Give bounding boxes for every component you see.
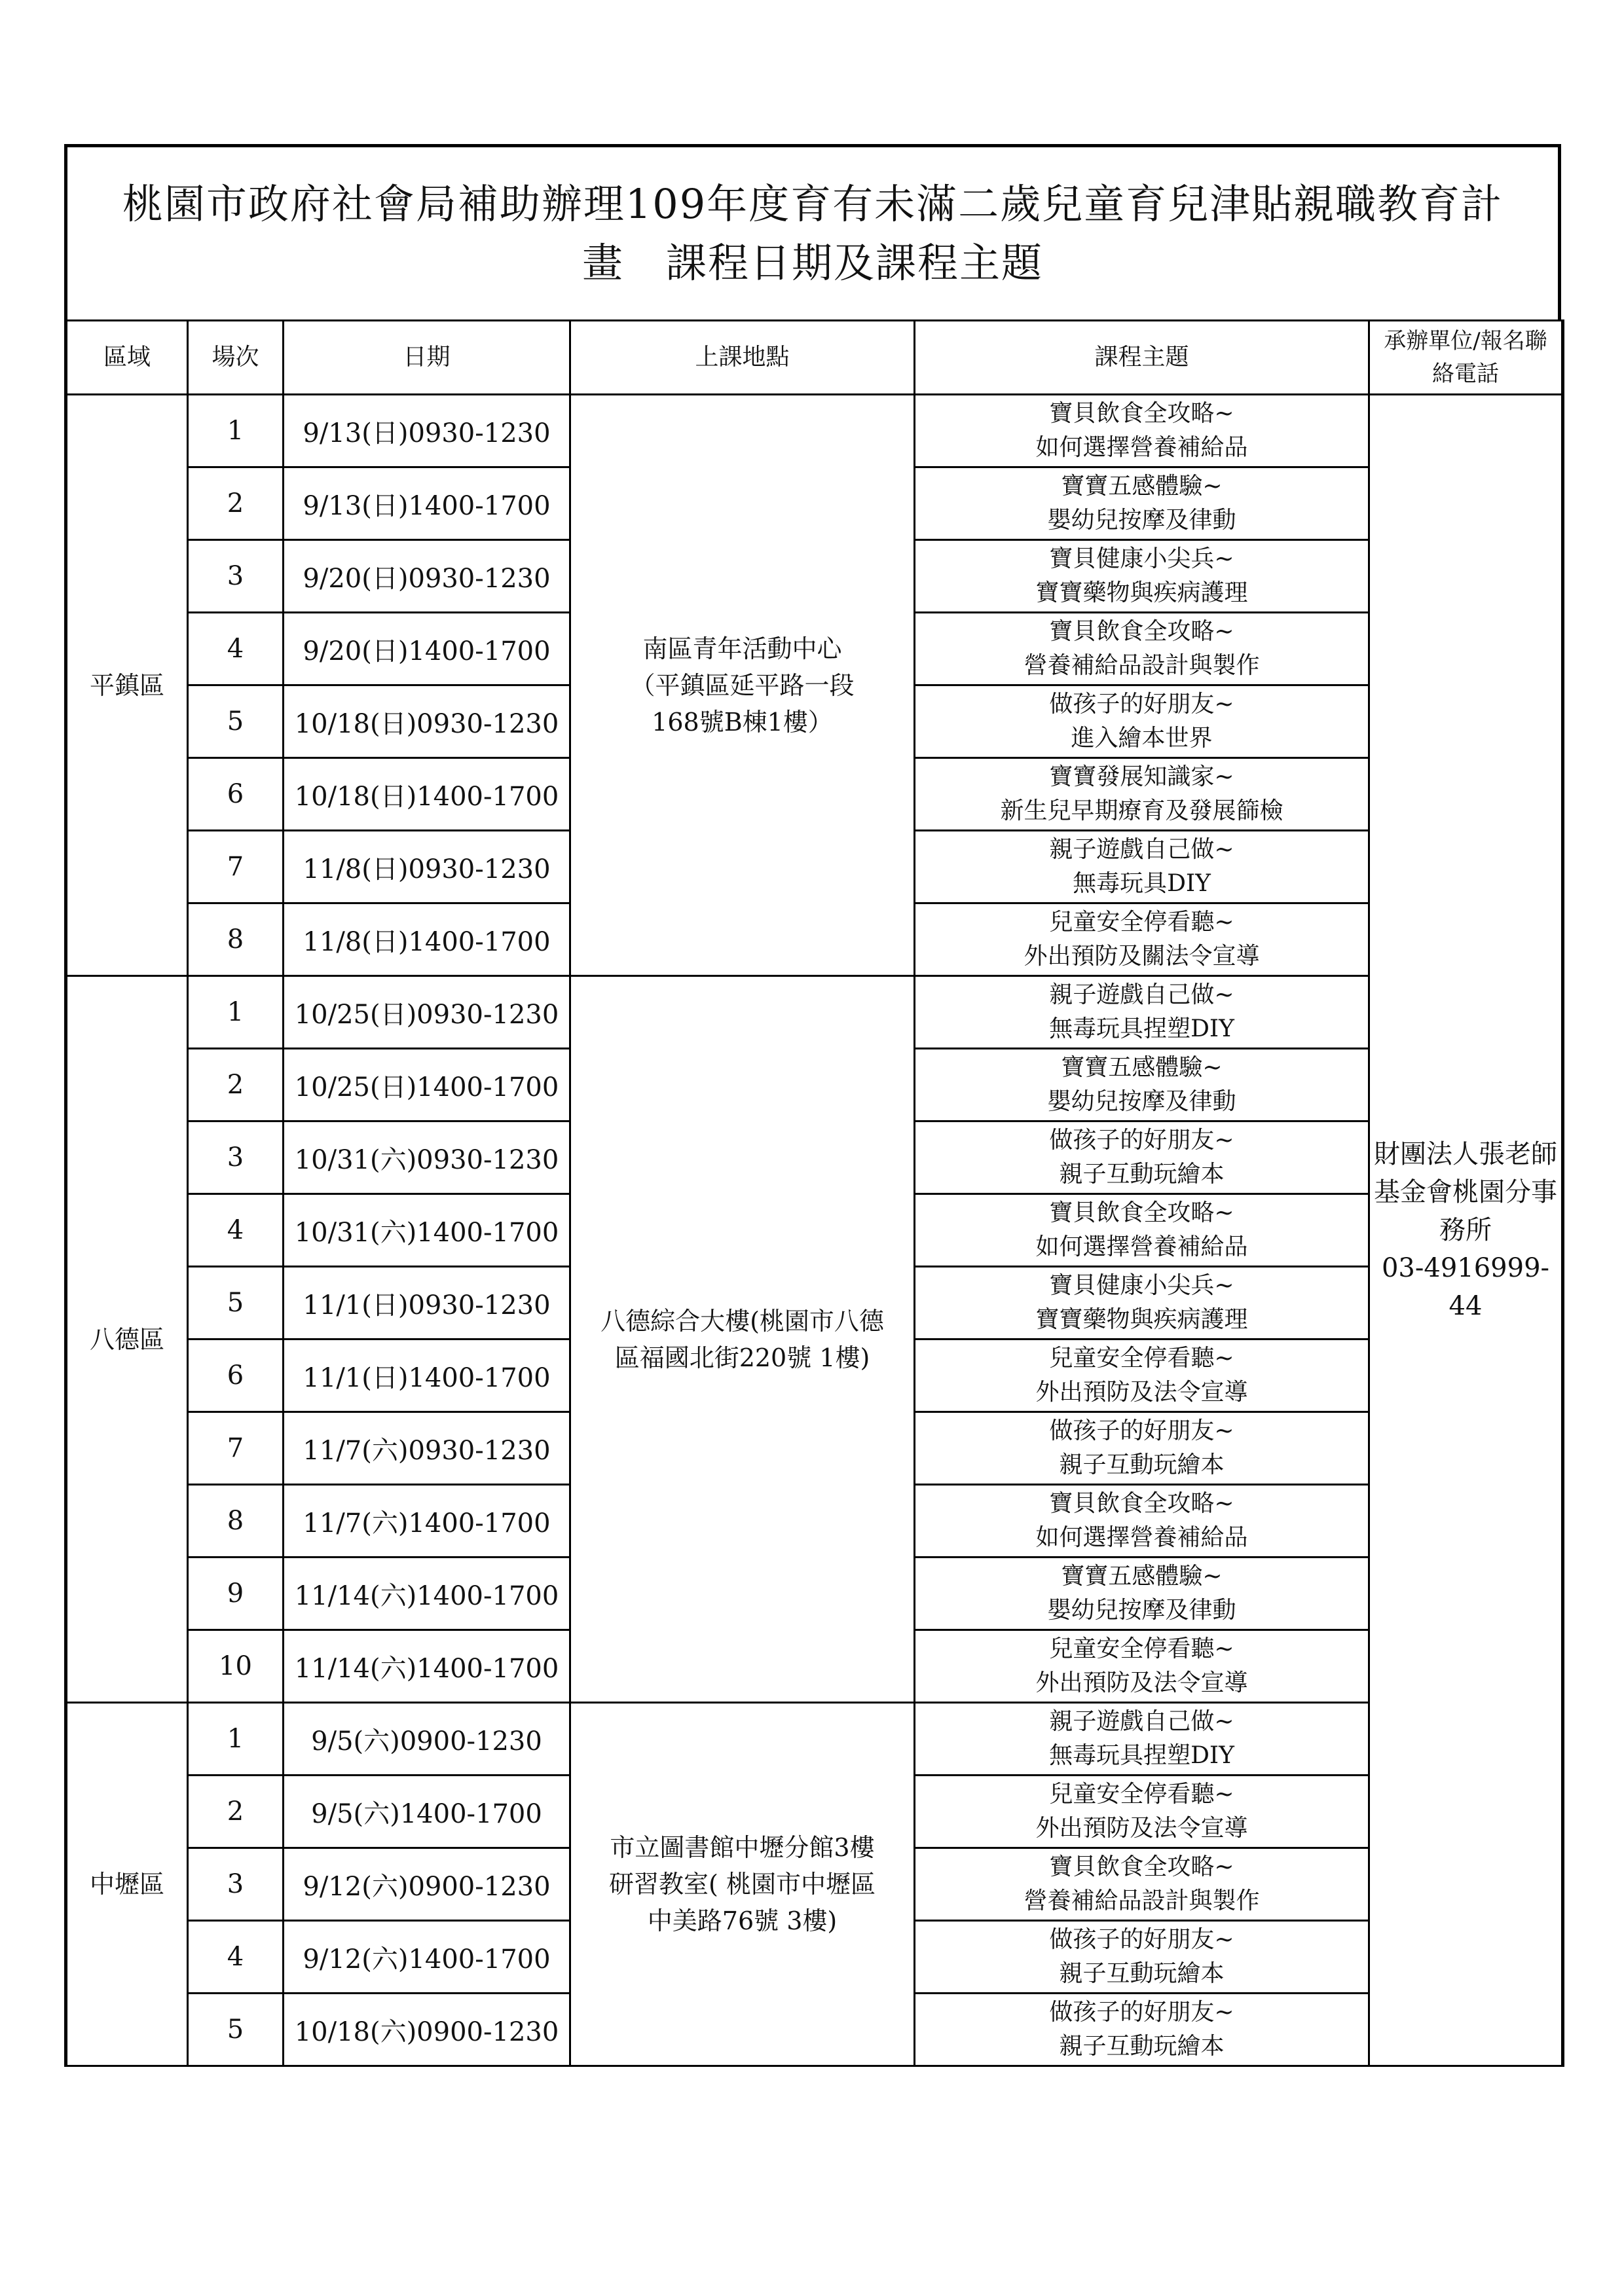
- course-topic: 寶貝飲食全攻略~ 營養補給品設計與製作: [915, 613, 1369, 685]
- session-number: 1: [188, 976, 284, 1049]
- course-topic: 兒童安全停看聽~ 外出預防及法令宣導: [915, 1776, 1369, 1848]
- venue-cell: 南區青年活動中心 （平鎮區延平路一段 168號B棟1樓）: [570, 395, 915, 976]
- course-topic: 寶貝健康小尖兵~ 寶寶藥物與疾病護理: [915, 1267, 1369, 1339]
- header-topic: 課程主題: [915, 321, 1369, 395]
- session-date: 9/13(日)0930-1230: [284, 395, 570, 467]
- course-topic: 做孩子的好朋友~ 親子互動玩繪本: [915, 1121, 1369, 1194]
- session-date: 11/7(六)0930-1230: [284, 1412, 570, 1485]
- table-row: [66, 976, 1563, 1049]
- session-number: 4: [188, 1194, 284, 1267]
- region-cell: 平鎮區: [66, 395, 188, 976]
- session-number: 10: [188, 1630, 284, 1703]
- course-topic: 親子遊戲自己做~ 無毒玩具DIY: [915, 831, 1369, 903]
- session-number: 6: [188, 1339, 284, 1412]
- session-date: 9/5(六)1400-1700: [284, 1776, 570, 1848]
- session-number: 1: [188, 1703, 284, 1776]
- session-number: 3: [188, 540, 284, 613]
- title-line-1: 桃園市政府社會局補助辦理109年度育有未滿二歲兒童育兒津貼親職教育計: [122, 179, 1504, 228]
- session-date: 11/14(六)1400-1700: [284, 1630, 570, 1703]
- course-topic: 做孩子的好朋友~ 親子互動玩繪本: [915, 1921, 1369, 1994]
- session-number: 5: [188, 1994, 284, 2066]
- header-session: 場次: [188, 321, 284, 395]
- session-date: 9/12(六)1400-1700: [284, 1921, 570, 1994]
- session-date: 10/18(日)0930-1230: [284, 685, 570, 758]
- schedule-table: [64, 319, 1564, 2067]
- course-topic: 寶貝飲食全攻略~ 如何選擇營養補給品: [915, 1194, 1369, 1267]
- session-date: 10/31(六)0930-1230: [284, 1121, 570, 1194]
- course-topic: 兒童安全停看聽~ 外出預防及法令宣導: [915, 1630, 1369, 1703]
- session-number: 9: [188, 1558, 284, 1630]
- session-date: 11/1(日)1400-1700: [284, 1339, 570, 1412]
- session-number: 2: [188, 467, 284, 540]
- venue-cell: 八德綜合大樓(桃園市八德 區福國北街220號 1樓): [570, 976, 915, 1703]
- session-date: 10/18(六)0900-1230: [284, 1994, 570, 2066]
- session-date: 11/8(日)1400-1700: [284, 903, 570, 976]
- table-row: [66, 1703, 1563, 1776]
- course-topic: 兒童安全停看聽~ 外出預防及法令宣導: [915, 1339, 1369, 1412]
- course-topic: 做孩子的好朋友~ 親子互動玩繪本: [915, 1994, 1369, 2066]
- course-schedule-document: [64, 144, 1561, 2067]
- course-topic: 做孩子的好朋友~ 親子互動玩繪本: [915, 1412, 1369, 1485]
- session-date: 10/18(日)1400-1700: [284, 758, 570, 831]
- session-number: 5: [188, 685, 284, 758]
- course-topic: 寶寶五感體驗~ 嬰幼兒按摩及律動: [915, 1049, 1369, 1121]
- header-organizer: 承辦單位/報名聯 絡電話: [1369, 321, 1563, 395]
- document-title: [64, 144, 1561, 319]
- session-date: 9/5(六)0900-1230: [284, 1703, 570, 1776]
- session-date: 9/13(日)1400-1700: [284, 467, 570, 540]
- session-number: 7: [188, 831, 284, 903]
- organizer-contact: 財團法人張老師 基金會桃園分事 務所 03-4916999-44: [1369, 395, 1563, 2066]
- session-number: 4: [188, 613, 284, 685]
- session-date: 9/12(六)0900-1230: [284, 1848, 570, 1921]
- session-number: 2: [188, 1776, 284, 1848]
- session-number: 7: [188, 1412, 284, 1485]
- course-topic: 親子遊戲自己做~ 無毒玩具捏塑DIY: [915, 1703, 1369, 1776]
- session-date: 10/25(日)0930-1230: [284, 976, 570, 1049]
- session-number: 1: [188, 395, 284, 467]
- session-date: 10/31(六)1400-1700: [284, 1194, 570, 1267]
- course-topic: 兒童安全停看聽~ 外出預防及關法令宣導: [915, 903, 1369, 976]
- course-topic: 寶寶五感體驗~ 嬰幼兒按摩及律動: [915, 1558, 1369, 1630]
- session-number: 8: [188, 903, 284, 976]
- region-cell: 中壢區: [66, 1703, 188, 2066]
- course-topic: 寶貝飲食全攻略~ 營養補給品設計與製作: [915, 1848, 1369, 1921]
- session-number: 3: [188, 1848, 284, 1921]
- venue-cell: 市立圖書館中壢分館3樓 研習教室( 桃園市中壢區 中美路76號 3樓): [570, 1703, 915, 2066]
- session-date: 11/14(六)1400-1700: [284, 1558, 570, 1630]
- session-number: 8: [188, 1485, 284, 1558]
- session-date: 11/1(日)0930-1230: [284, 1267, 570, 1339]
- session-date: 11/8(日)0930-1230: [284, 831, 570, 903]
- header-row: [66, 321, 1563, 395]
- header-region: 區域: [66, 321, 188, 395]
- course-topic: 寶貝飲食全攻略~ 如何選擇營養補給品: [915, 395, 1369, 467]
- session-date: 10/25(日)1400-1700: [284, 1049, 570, 1121]
- title-line-2: 畫 課程日期及課程主題: [581, 238, 1043, 287]
- course-topic: 寶貝飲食全攻略~ 如何選擇營養補給品: [915, 1485, 1369, 1558]
- session-number: 2: [188, 1049, 284, 1121]
- schedule-body: [66, 395, 1563, 2066]
- region-cell: 八德區: [66, 976, 188, 1703]
- session-date: 9/20(日)1400-1700: [284, 613, 570, 685]
- header-venue: 上課地點: [570, 321, 915, 395]
- session-number: 6: [188, 758, 284, 831]
- session-number: 5: [188, 1267, 284, 1339]
- header-date: 日期: [284, 321, 570, 395]
- course-topic: 寶寶五感體驗~ 嬰幼兒按摩及律動: [915, 467, 1369, 540]
- course-topic: 寶貝健康小尖兵~ 寶寶藥物與疾病護理: [915, 540, 1369, 613]
- session-number: 3: [188, 1121, 284, 1194]
- session-date: 9/20(日)0930-1230: [284, 540, 570, 613]
- course-topic: 親子遊戲自己做~ 無毒玩具捏塑DIY: [915, 976, 1369, 1049]
- table-row: [66, 395, 1563, 467]
- session-number: 4: [188, 1921, 284, 1994]
- course-topic: 做孩子的好朋友~ 進入繪本世界: [915, 685, 1369, 758]
- course-topic: 寶寶發展知識家~ 新生兒早期療育及發展篩檢: [915, 758, 1369, 831]
- session-date: 11/7(六)1400-1700: [284, 1485, 570, 1558]
